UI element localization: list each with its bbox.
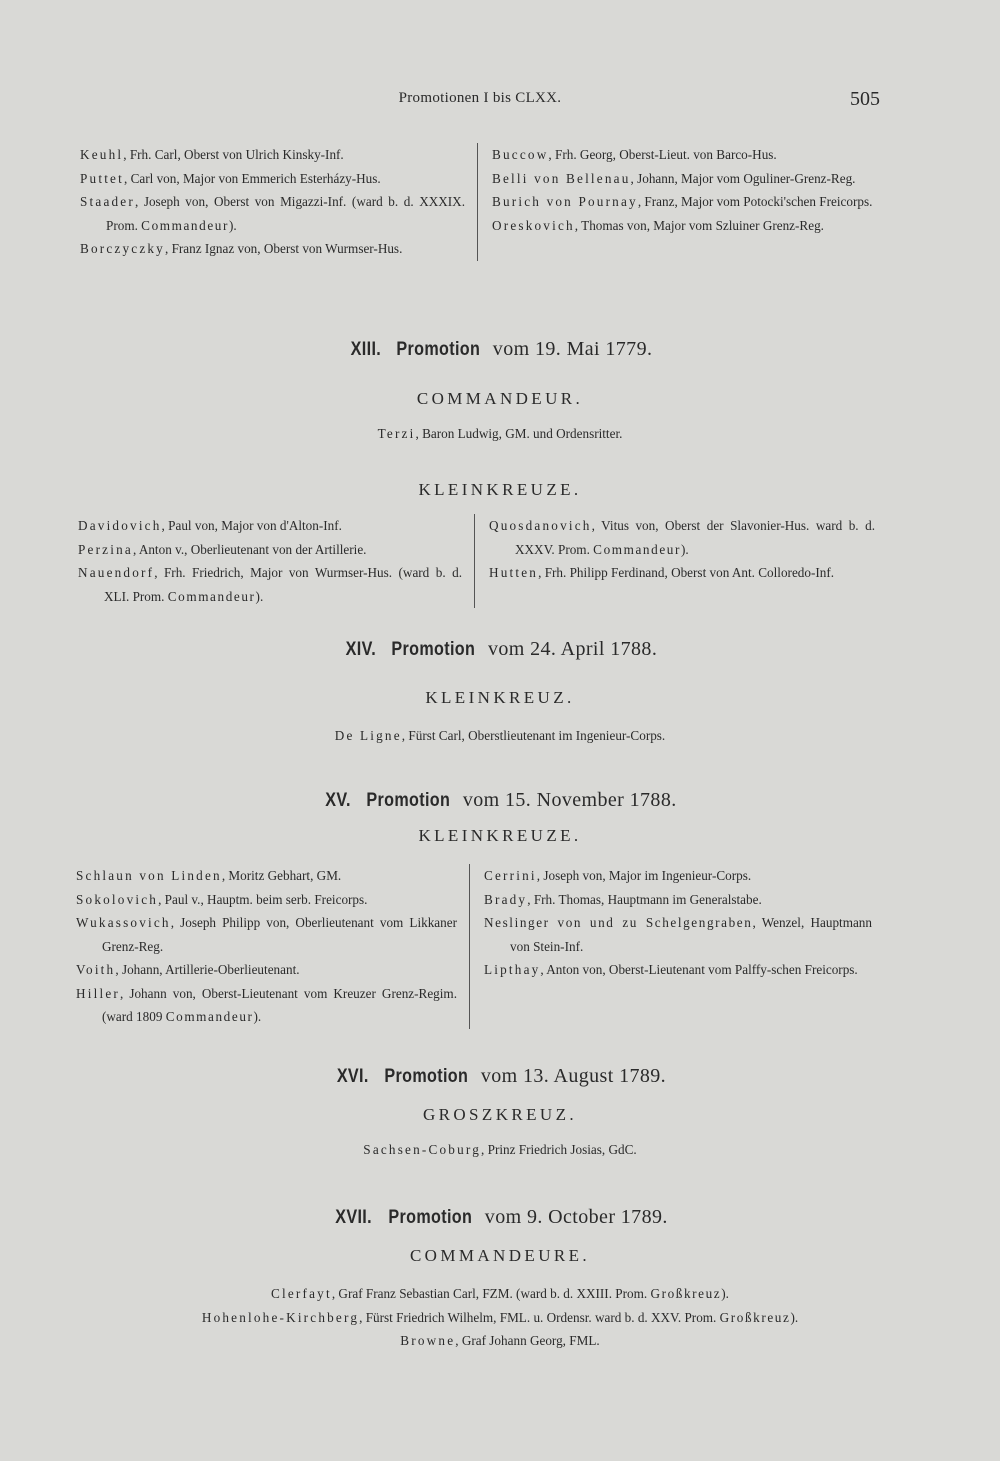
subheading-groszkreuz: GROSZKREUZ.	[422, 1105, 578, 1124]
list-item: Clerfayt, Graf Franz Sebastian Carl, FZM. (ward b. d. XXIII. Prom. Großkreuz).	[271, 1286, 729, 1301]
list-item: Perzina, Anton v., Oberlieutenant von der Artillerie.	[78, 541, 367, 557]
block1-right-column	[478, 143, 878, 261]
list-item: Keuhl, Frh. Carl, Oberst von Ulrich Kinsky-Inf.	[80, 147, 344, 162]
list-item: Neslinger von und zu Schelgengraben, Wenzel, Hauptmann von Stein-Inf.	[484, 915, 872, 954]
page-number: 505	[850, 88, 880, 110]
kleinkreuz-entry: De Ligne, Fürst Carl, Oberstlieutenant im Ingenieur-Corps.	[334, 728, 666, 743]
header-title: Promotionen I bis CLXX.	[398, 90, 562, 106]
list-item: Hutten, Frh. Philipp Ferdinand, Oberst von Ant. Colloredo-Inf.	[489, 565, 835, 580]
list-item: Puttet, Carl von, Major von Emmerich Esterházy-Hus.	[80, 170, 381, 186]
s13-columns	[78, 514, 875, 608]
list-item: Nauendorf, Frh. Friedrich, Major von Wurmser-Hus. (ward b. d. XLI. Prom. Commandeur).	[78, 565, 462, 604]
list-item: Cerrini, Joseph von, Major im Ingenieur-Corps.	[484, 868, 752, 883]
list-item: Staader, Joseph von, Oberst von Migazzi-Inf. (ward b. d. XXXIX. Prom. Commandeur).	[80, 194, 465, 233]
groszkreuz-entry: Sachsen-Coburg, Prinz Friedrich Josias, GdC.	[363, 1142, 637, 1157]
list-item: Borczyczky, Franz Ignaz von, Oberst von Wurmser-Hus.	[80, 241, 403, 256]
section-heading-xiii: XIII. Promotion vom 19. Mai 1779.	[350, 338, 653, 360]
subheading-commandeure: COMMANDEURE.	[409, 1246, 591, 1265]
running-header	[0, 90, 1000, 114]
subheading-kleinkreuz: KLEINKREUZ.	[425, 688, 575, 707]
list-item: Wukassovich, Joseph Philipp von, Oberlieutenant vom Likkaner Grenz-Reg.	[76, 915, 457, 954]
section-heading-xvi: XVI. Promotion vom 13. August 1789.	[336, 1065, 667, 1087]
list-item: Brady, Frh. Thomas, Hauptmann im Generalstabe.	[484, 891, 762, 907]
list-item: Oreskovich, Thomas von, Major vom Szluiner Grenz-Reg.	[492, 217, 824, 233]
block1-left-column	[80, 143, 478, 261]
list-item: Quosdanovich, Vitus von, Oberst der Slavonier-Hus. ward b. d. XXXV. Prom. Commandeur).	[489, 518, 875, 557]
list-item: Hohenlohe-Kirchberg, Fürst Friedrich Wilhelm, FML. u. Ordensr. ward b. d. XXV. Prom. Großkreuz).	[201, 1309, 799, 1325]
list-item: Davidovich, Paul von, Major von d'Alton-Inf.	[78, 518, 342, 533]
list-item: Schlaun von Linden, Moritz Gebhart, GM.	[76, 868, 342, 883]
s13-left-column	[78, 514, 475, 608]
list-item: Voith, Johann, Artillerie-Oberlieutenant.	[76, 962, 300, 977]
section-heading-xiv: XIV. Promotion vom 24. April 1788.	[345, 638, 658, 660]
list-item: Burich von Pournay, Franz, Major vom Potocki'schen Freicorps.	[492, 194, 873, 209]
list-item: Belli von Bellenau, Johann, Major vom Oguliner-Grenz-Reg.	[492, 170, 856, 186]
list-item: Buccow, Frh. Georg, Oberst-Lieut. von Barco-Hus.	[492, 147, 777, 162]
list-item: Lipthay, Anton von, Oberst-Lieutenant vom Palffy-schen Freicorps.	[484, 962, 858, 977]
commandeure-list	[0, 1282, 1000, 1353]
s13-right-column	[475, 514, 875, 608]
s15-left-column	[76, 864, 470, 1029]
s15-right-column	[470, 864, 872, 1029]
subheading-kleinkreuze: KLEINKREUZE.	[418, 480, 582, 499]
section-heading-xvii: XVII. Promotion vom 9. October 1789.	[335, 1206, 668, 1228]
list-item: Browne, Graf Johann Georg, FML.	[400, 1333, 600, 1348]
list-item: Hiller, Johann von, Oberst-Lieutenant vom Kreuzer Grenz-Regim. (ward 1809 Commandeur).	[76, 985, 457, 1024]
subheading-kleinkreuze-xv: KLEINKREUZE.	[418, 826, 582, 845]
list-item: Sokolovich, Paul v., Hauptm. beim serb. Freicorps.	[76, 891, 368, 907]
block1-columns	[80, 143, 878, 261]
commandeur-entry: Terzi, Baron Ludwig, GM. und Ordensritter.	[377, 426, 623, 441]
section-heading-xv: XV. Promotion vom 15. November 1788.	[325, 789, 677, 811]
s15-columns	[76, 864, 872, 1029]
subheading-commandeur: COMMANDEUR.	[416, 389, 584, 408]
